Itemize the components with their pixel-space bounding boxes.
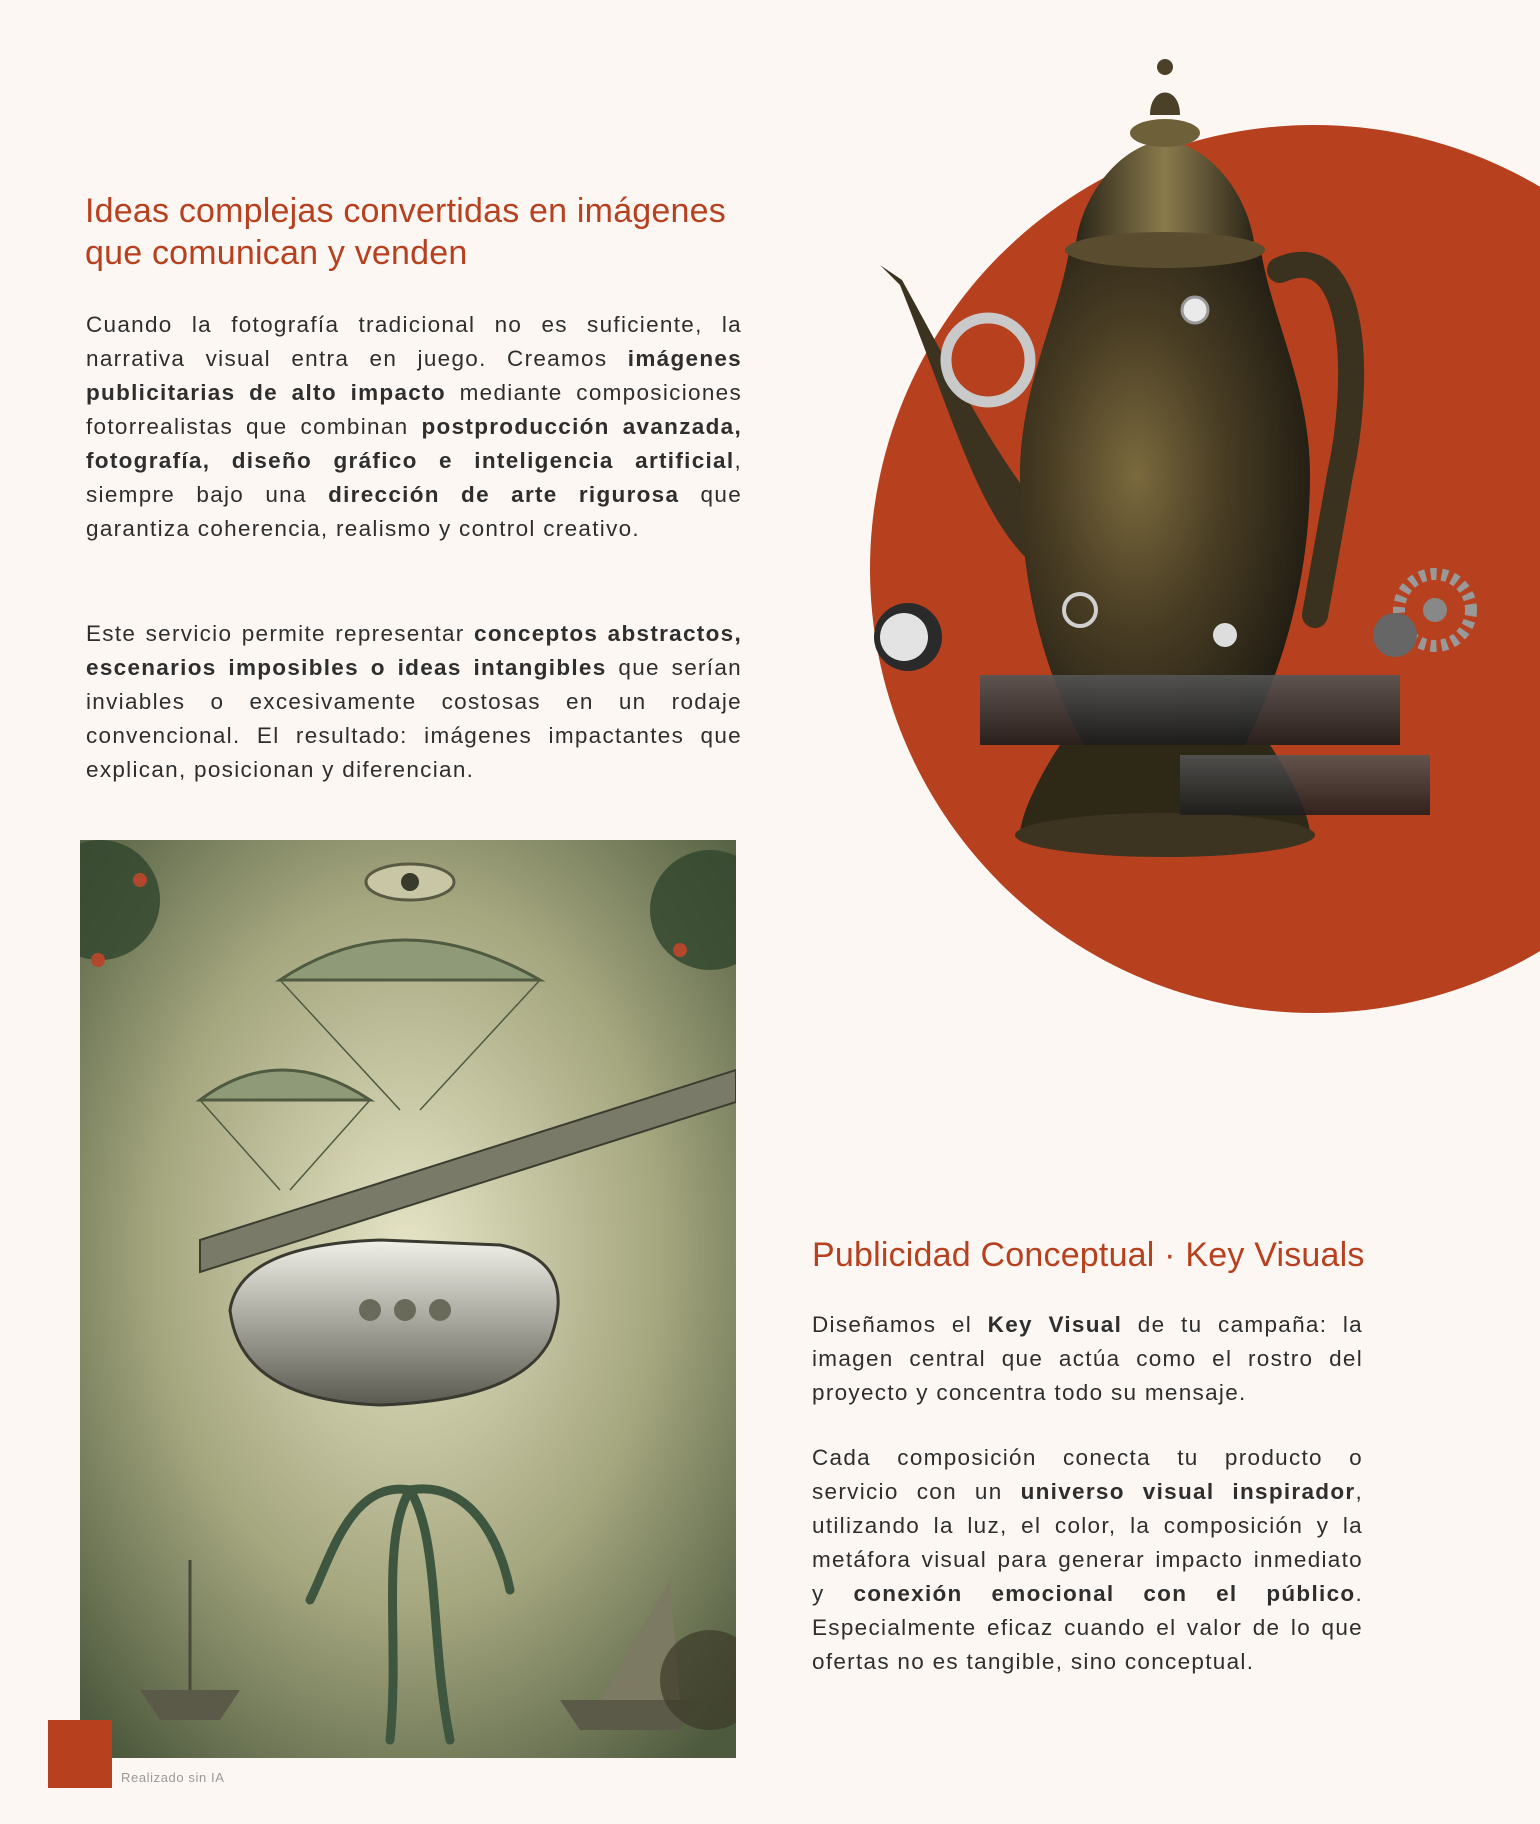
- made-without-ai-note: Realizado sin IA: [121, 1770, 225, 1785]
- text-run: . Especialmente eficaz cuando el valor de lo que ofertas no es tangible, sino conceptual.: [812, 1581, 1363, 1674]
- text-run: que garantiza coherencia, realismo y control creativo.: [86, 482, 743, 541]
- teapot-illustration: [840, 55, 1500, 910]
- section2-paragraph-1: [812, 1308, 1363, 1410]
- text-run: , siempre bajo una: [86, 448, 742, 507]
- section1-paragraph-1: [86, 308, 742, 546]
- bold-run: imágenes publicitarias de alto impacto: [86, 346, 742, 405]
- accent-square: [48, 1720, 112, 1788]
- text-run: mediante composiciones fotorrealistas que combinan: [86, 380, 742, 439]
- text-run: de tu campaña: la imagen central que actúa como el rostro del proyecto y concentra todo su mensaje.: [812, 1312, 1363, 1405]
- text-run: Diseñamos el: [812, 1312, 988, 1337]
- bold-run: Key Visual: [987, 1312, 1123, 1337]
- text-run: que serían inviables o excesivamente costosas en un rodaje convencional. El resultado: imágenes impactantes que explican, posicionan y diferencian.: [86, 655, 742, 782]
- text-run: Cuando la fotografía tradicional no es suficiente, la narrativa visual entra en juego. Creamos: [86, 312, 742, 371]
- bold-run: universo visual inspirador: [1020, 1479, 1356, 1504]
- bold-run: dirección de arte rigurosa: [328, 482, 680, 507]
- section1-title: [85, 190, 765, 274]
- section2-title: Publicidad Conceptual · Key Visuals: [812, 1236, 1365, 1274]
- poster-illustration: [80, 840, 736, 1758]
- bold-run: conceptos abstractos, escenarios imposibles o ideas intangibles: [86, 621, 742, 680]
- bold-run: conexión emocional con el público: [853, 1581, 1356, 1606]
- text-run: Este servicio permite representar: [86, 621, 475, 646]
- section1-title-line1: Ideas complejas convertidas en imágenes: [85, 192, 726, 230]
- text-run: , utilizando la luz, el color, la composición y la metáfora visual para generar impacto inmediato y: [812, 1479, 1363, 1606]
- bold-run: postproducción avanzada, fotografía, diseño gráfico e inteligencia artificial: [86, 414, 742, 473]
- section1-paragraph-2: [86, 617, 742, 787]
- text-run: Cada composición conecta tu producto o servicio con un: [812, 1445, 1363, 1504]
- section1-title-line2: que comunican y venden: [85, 234, 468, 272]
- section2-paragraph-2: [812, 1441, 1363, 1679]
